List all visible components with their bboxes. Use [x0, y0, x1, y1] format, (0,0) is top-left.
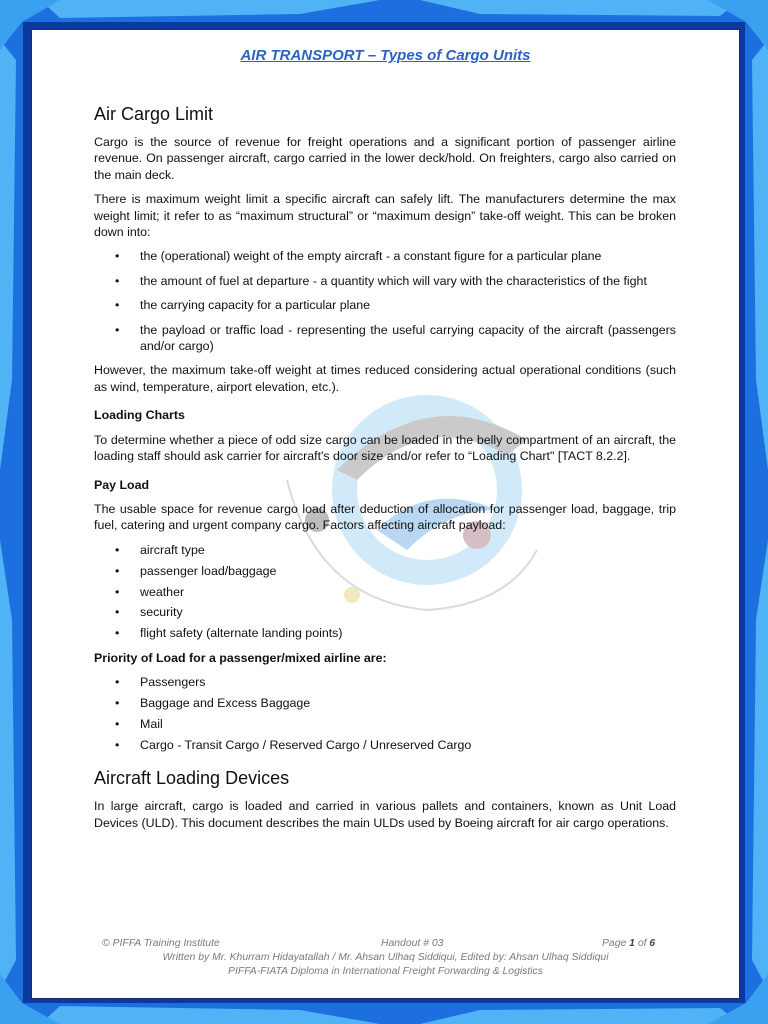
weight-breakdown-list [94, 248, 676, 354]
footer-page-total: 6 [649, 938, 656, 949]
list-item: • security [94, 604, 676, 620]
footer-authors: Written by Mr. Khurram Hidayatallah / Mr. Ahsan Ulhaq Siddiqui, Edited by: Ahsan Ulhaq Siddiqui [162, 952, 609, 963]
footer-page-prefix: Page [602, 938, 630, 949]
list-item: • Passengers [94, 674, 676, 690]
page-header-title: AIR TRANSPORT – Types of Cargo Units [240, 47, 531, 64]
list-item: • Mail [94, 716, 676, 732]
section-heading-air-cargo-limit: Air Cargo Limit [94, 104, 214, 124]
section-heading-aircraft-loading-devices: Aircraft Loading Devices [94, 768, 290, 789]
list-item: • weather [94, 584, 676, 600]
footer-copyright: © PIFFA Training Institute [102, 938, 220, 949]
paragraph: There is maximum weight limit a specific aircraft can safely lift. The manufacturers determine the max weight limit; it refer to as “maximum structural” or “maximum design” take-off weight. This can be broken down into: [94, 192, 676, 240]
list-item: • Cargo - Transit Cargo / Reserved Cargo / Unreserved Cargo [94, 737, 676, 753]
paragraph: The usable space for revenue cargo load after deduction of allocation for passenger load, baggage, trip fuel, catering and urgent company cargo. Factors affecting aircraft payload: [94, 501, 676, 533]
list-item: • passenger load/baggage [94, 563, 676, 579]
document-body [94, 103, 676, 839]
document-page [31, 29, 740, 999]
list-item: • Baggage and Excess Baggage [94, 695, 676, 711]
list-item: • aircraft type [94, 542, 676, 558]
footer-page-of: of [634, 938, 650, 949]
list-item: • the payload or traffic load - representing the useful carrying capacity of the aircraft (passengers and/or cargo) [94, 322, 676, 355]
subheading-pay-load: Pay Load [94, 477, 150, 492]
list-item: • the (operational) weight of the empty aircraft - a constant figure for a particular plane [94, 248, 676, 264]
payload-factors-list [94, 542, 676, 642]
paragraph: To determine whether a piece of odd size cargo can be loaded in the belly compartment of an aircraft, the loading staff should ask carrier for aircraft's door size and/or refer to “Loading Chart" [TACT 8.2.2]. [94, 432, 676, 464]
list-item: • the carrying capacity for a particular plane [94, 297, 676, 313]
footer-handout: Handout # 03 [381, 938, 444, 949]
paragraph: In large aircraft, cargo is loaded and carried in various pallets and containers, known as Unit Load Devices (ULD). This document describes the main ULDs used by Boeing aircraft for air cargo operations. [94, 799, 676, 830]
subheading-loading-charts: Loading Charts [94, 408, 185, 423]
priority-label: Priority of Load for a passenger/mixed airline are: [94, 650, 387, 665]
footer-diploma: PIFFA-FIATA Diploma in International Freight Forwarding & Logistics [228, 966, 543, 977]
footer-page-current: 1 [629, 938, 635, 949]
list-item: • the amount of fuel at departure - a quantity which will vary with the characteristics of the fight [94, 273, 676, 289]
load-priority-list [94, 674, 676, 753]
paragraph: Cargo is the source of revenue for freight operations and a significant portion of passenger airline revenue. On passenger aircraft, cargo carried in the lower deck/hold. On freighters, cargo also carried on the main deck. [94, 135, 676, 182]
list-item: • flight safety (alternate landing points) [94, 625, 676, 641]
paragraph: However, the maximum take-off weight at times reduced considering actual operational conditions (such as wind, temperature, airport elevation, etc.). [94, 363, 676, 394]
footer-page-number [602, 937, 655, 950]
